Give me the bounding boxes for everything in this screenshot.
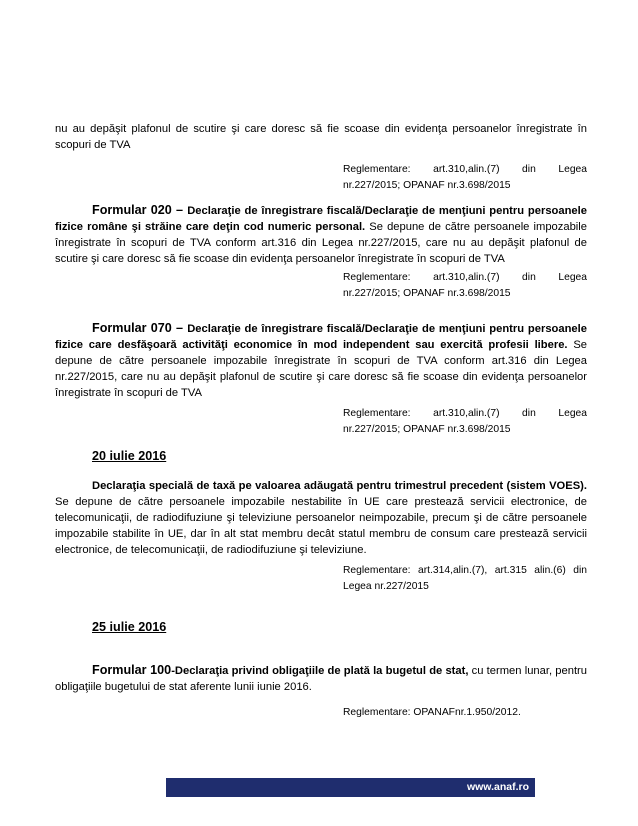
form-100-block	[55, 662, 587, 695]
form-020-regulation: Reglementare: art.310,alin.(7) din Legea nr.227/2015; OPANAF nr.3.698/2015	[343, 272, 587, 299]
footer-bar	[166, 778, 535, 797]
date-heading-2: 25 iulie 2016	[92, 620, 167, 634]
form-100-title: -Declaraţia privind obligaţiile de plată la bugetul de stat,	[171, 665, 469, 677]
form-020-block	[55, 202, 587, 267]
form-070-title: Declaraţie de înregistrare fiscală/Declaraţie de menţiuni pentru persoanele fizice care desfăşoară activităţi economice în mod independent sau exercită profesii libere.	[55, 323, 587, 351]
form-020-text: Se depune de către persoanele impozabile înregistrate în scopuri de TVA conform art.316 din Legea nr.227/2015, care nu au depăşit plafonul de scutire şi care doresc să fie scoase din evidenţa persoanelor înregistrate în scopuri de TVA	[55, 221, 587, 265]
voes-block	[55, 478, 587, 558]
form-070-block	[55, 320, 587, 401]
form-070-regulation: Reglementare: art.310,alin.(7) din Legea nr.227/2015; OPANAF nr.3.698/2015	[343, 408, 587, 435]
form-100-text: cu termen lunar, pentru obligaţiile bugetului de stat aferente lunii iunie 2016.	[55, 665, 587, 693]
form-100-regulation: Reglementare: OPANAFnr.1.950/2012.	[343, 707, 521, 718]
footer-website-link[interactable]: www.anaf.ro	[466, 781, 529, 793]
intro-paragraph	[55, 121, 587, 153]
form-070-number: Formular 070 –	[92, 321, 188, 335]
date-heading-1: 20 iulie 2016	[92, 449, 167, 463]
form-020-number: Formular 020 –	[92, 203, 188, 217]
intro-text: nu au depăşit plafonul de scutire şi care doresc să fie scoase din evidenţa persoanelor înregistrate în scopuri de TVA	[55, 123, 587, 151]
voes-regulation: Reglementare: art.314,alin.(7), art.315 alin.(6) din Legea nr.227/2015	[343, 565, 587, 592]
voes-text: Se depune de către persoanele impozabile nestabilite în UE care prestează servicii electronice, de telecomunicaţii, de radiodifuziune şi televiziune persoanelor neimpozabile, precum şi de către persoanele impozabile stabilite în UE, dar în alt stat membru decât statul membru de consum care prestează servicii electronice, de telecomunicaţii, de radiodifuziune şi televiziune.	[55, 496, 587, 556]
form-100-number: Formular 100	[92, 663, 172, 677]
form-070-text: Se depune de către persoanele impozabile înregistrate în scopuri de TVA conform art.316 din Legea nr.227/2015, care nu au depăşit plafonul de scutire şi care doresc să fie scoase din evidenţa persoanelor înregistrate în scopuri de TVA	[55, 339, 587, 399]
intro-regulation: Reglementare: art.310,alin.(7) din Legea nr.227/2015; OPANAF nr.3.698/2015	[343, 164, 587, 191]
voes-title: Declaraţia specială de taxă pe valoarea adăugată pentru trimestrul precedent (sistem VOES).	[92, 480, 587, 492]
form-020-title: Declaraţie de înregistrare fiscală/Declaraţie de menţiuni pentru persoanele fizice române şi străine care deţin cod numeric personal.	[55, 205, 587, 233]
